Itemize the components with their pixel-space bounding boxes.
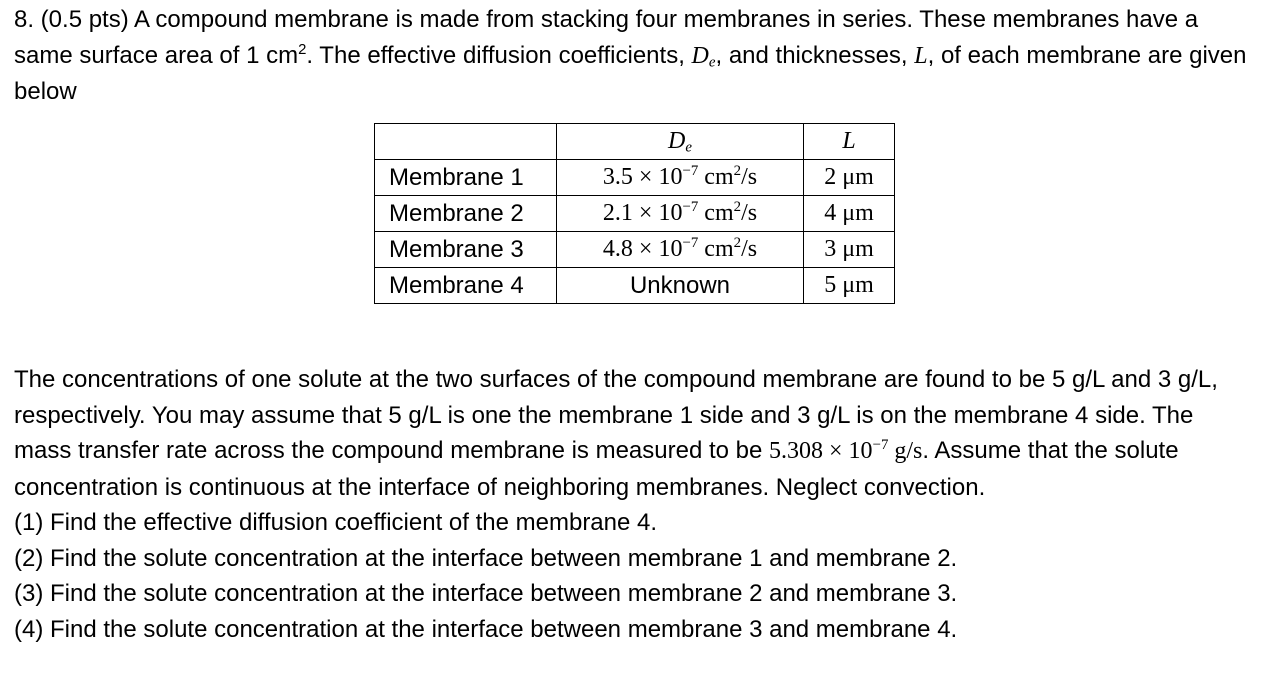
de-symbol-sub: e bbox=[708, 54, 716, 71]
de-unit-a: cm bbox=[698, 164, 734, 190]
de-unit-sup: 2 bbox=[733, 162, 742, 179]
table-row bbox=[375, 160, 895, 196]
header-l: L bbox=[804, 124, 895, 160]
question-1: (1) Find the effective diffusion coefficient of the membrane 4. bbox=[14, 509, 658, 536]
intro-area-exponent: 2 bbox=[298, 41, 307, 58]
table-row bbox=[375, 268, 895, 304]
row-de bbox=[557, 160, 804, 196]
header-de bbox=[557, 124, 804, 160]
row-l: 4 μm bbox=[804, 196, 895, 232]
de-unit-b: /s bbox=[741, 200, 758, 226]
de-exp: −7 bbox=[682, 234, 699, 251]
rate-unit: g/s bbox=[888, 438, 923, 464]
de-unit-sup: 2 bbox=[733, 234, 742, 251]
de-exp: −7 bbox=[682, 162, 699, 179]
problem-body bbox=[14, 362, 1254, 647]
de-exp: −7 bbox=[682, 198, 699, 215]
table-row bbox=[375, 196, 895, 232]
question-3: (3) Find the solute concentration at the interface between membrane 2 and membrane 3. bbox=[14, 580, 958, 607]
de-coef: 2.1 × 10 bbox=[602, 200, 683, 226]
row-name: Membrane 2 bbox=[375, 196, 557, 232]
table-header-row bbox=[375, 124, 895, 160]
row-name: Membrane 1 bbox=[375, 160, 557, 196]
de-unit-a: cm bbox=[698, 200, 734, 226]
row-l: 2 μm bbox=[804, 160, 895, 196]
row-de bbox=[557, 196, 804, 232]
row-name: Membrane 3 bbox=[375, 232, 557, 268]
header-empty-cell bbox=[375, 124, 557, 160]
rate-coef: 5.308 × 10 bbox=[769, 438, 873, 464]
body-text-b: . Assume that the solute concentration is continuous at the interface of neighboring membranes. Neglect convection. bbox=[14, 437, 1179, 501]
intro-text-a: 8. (0.5 pts) A compound membrane is made from stacking four membranes in series. These membranes have a same surface area of 1 cm bbox=[14, 6, 1199, 69]
intro-text-c: , and thicknesses, bbox=[715, 41, 915, 69]
rate-exp: −7 bbox=[872, 436, 889, 453]
de-unit-b: /s bbox=[741, 236, 758, 262]
de-unit-b: /s bbox=[741, 164, 758, 190]
question-2: (2) Find the solute concentration at the interface between membrane 1 and membrane 2. bbox=[14, 544, 958, 572]
de-coef: 4.8 × 10 bbox=[602, 236, 683, 262]
row-de bbox=[557, 232, 804, 268]
row-l: 3 μm bbox=[804, 232, 895, 268]
row-name: Membrane 4 bbox=[375, 268, 557, 304]
de-symbol-main: D bbox=[691, 42, 709, 69]
body-text-a: The concentrations of one solute at the two surfaces of the compound membrane are found to be 5 g/L and 3 g/L, respectively. You may assume that 5 g/L is one the membrane 1 side and 3 g/L is on the membrane 4 side. The mass transfer rate across the compound membrane is measured to be bbox=[14, 366, 1218, 464]
row-de-unknown: Unknown bbox=[557, 268, 804, 304]
intro-text-d: , of each membrane are given below bbox=[14, 41, 1247, 105]
de-coef: 3.5 × 10 bbox=[602, 164, 683, 190]
intro-text-b: . The effective diffusion coefficients, bbox=[306, 41, 692, 69]
de-symbol bbox=[692, 43, 716, 69]
membrane-table bbox=[374, 123, 895, 304]
mass-transfer-rate bbox=[769, 438, 922, 464]
question-4: (4) Find the solute concentration at the interface between membrane 3 and membrane 4. bbox=[14, 615, 958, 643]
de-unit-a: cm bbox=[698, 236, 734, 262]
de-unit-sup: 2 bbox=[733, 198, 742, 215]
problem-intro bbox=[14, 2, 1254, 110]
l-symbol: L bbox=[914, 42, 928, 69]
header-de-sub: e bbox=[685, 139, 692, 156]
row-l: 5 μm bbox=[804, 268, 895, 304]
table-row bbox=[375, 232, 895, 268]
header-de-main: D bbox=[668, 128, 686, 154]
